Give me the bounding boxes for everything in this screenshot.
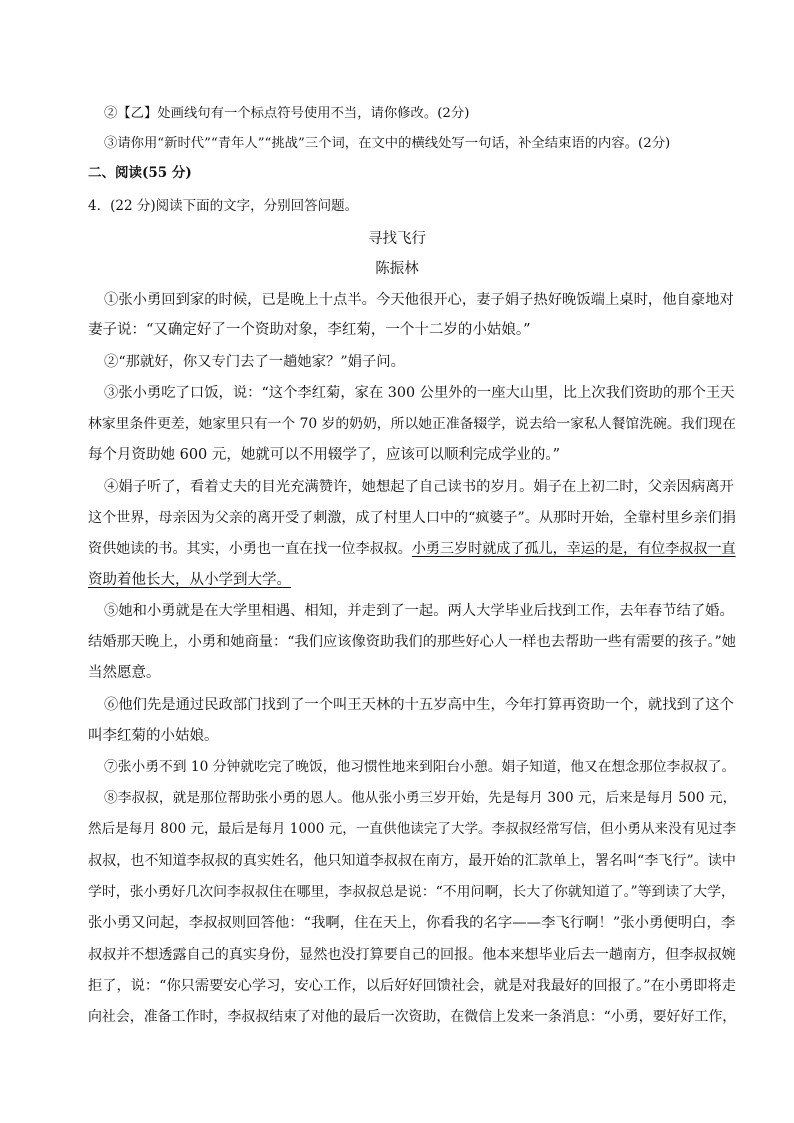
underlined-sentence: 资助着他长大，从小学到大学。 (88, 572, 291, 588)
paragraph-line: 叔叔并不想透露自己的真实身份，显然也没打算要自己的回报。他本来想毕业后去一趟南方，但李叔叔婉 (88, 947, 736, 963)
paragraph-line (88, 569, 728, 591)
paragraph-line: ⑦张小勇不到 10 分钟就吃完了晚饭，他习惯性地来到阳台小憩。娟子知道，他又在想念那位李叔叔了。 (104, 759, 736, 775)
underlined-sentence: 小勇三岁时就成了孤儿，幸运的是，有位李叔叔一直 (411, 541, 736, 557)
paragraph-line: 拒了，说：“你只需要安心学习，安心工作，以后好好回馈社会，就是对我最好的回报了。”在小勇即将走 (88, 978, 736, 994)
paragraph-line: 林家里条件更差，她家里只有一个 70 岁的奶奶，所以她正准备辍学，说去给一家私人餐馆洗碗。我们现在 (88, 416, 736, 432)
paragraph-line: 张小勇又问起，李叔叔则回答他：“我啊，住在天上，你看我的名字——李飞行啊！”张小勇便明白，李 (88, 915, 736, 931)
paragraph-line: 当然愿意。 (88, 665, 161, 681)
paragraph-line: ⑧李叔叔，就是那位帮助张小勇的恩人。他从张小勇三岁开始，先是每月 300 元，后来是每月 500 元， (104, 790, 737, 806)
paragraph-line: 结婚那天晚上，小勇和她商量：“我们应该像资助我们的那些好心人一样也去帮助一些有需要的孩子。”她 (88, 634, 736, 650)
paragraph-line: 叫李红菊的小姑娘。 (88, 728, 219, 744)
question-3: ③请你用“新时代”“青年人”“挑战”三个词，在文中的横线处写一句话，补全结束语的内容。(2分) (104, 136, 671, 151)
paragraph-line: 每个月资助她 600 元，她就可以不用辍学了，应该可以顺利完成学业的。” (88, 447, 561, 463)
article-title: 寻找飞行 (368, 231, 426, 247)
paragraph-line: ④娟子听了，看着丈夫的目光充满赞许，她想起了自己读书的岁月。娟子在上初二时，父亲因病离开 (104, 479, 734, 495)
paragraph-line: 妻子说：“又确定好了一个资助对象，李红菊，一个十二岁的小姑娘。” (88, 322, 531, 338)
paragraph-text: 资供她读的书。其实，小勇也一直在找一位李叔叔。 (88, 541, 412, 557)
paragraph-line: ②“那就好，你又专门去了一趟她家？”娟子问。 (104, 354, 405, 370)
article-author: 陈振林 (375, 261, 419, 277)
paragraph-line: 学时，张小勇好几次问李叔叔住在哪里，李叔叔总是说：“不用问啊，长大了你就知道了。”等到读了大学， (88, 884, 735, 900)
paragraph-line: 向社会，准备工作时，李叔叔结束了对他的最后一次资助，在微信上发来一条消息：“小勇，要好好工作， (88, 1009, 737, 1025)
question-2: ②【乙】处画线句有一个标点符号使用不当，请你修改。(2分) (104, 106, 470, 121)
paragraph-line: ③张小勇吃了口饭，说：“这个李红菊，家在 300 公里外的一座大山里，比上次我们资助的那个王天 (104, 385, 735, 401)
paragraph-line (88, 538, 736, 560)
paragraph-line: ⑤她和小勇就是在大学里相遇、相知，并走到了一起。两人大学毕业后找到工作，去年春节结了婚。 (104, 603, 734, 619)
paragraph-line: 叔叔，也不知道李叔叔的真实姓名，他只知道李叔叔在南方，最开始的汇款单上，署名叫“李飞行”。读中 (88, 853, 736, 869)
section-heading: 二、阅读(55 分) (88, 165, 192, 181)
paragraph-line: 然后是每月 800 元，最后是每月 1000 元，一直供他读完了大学。李叔叔经常写信，但小勇从来没有见过李 (88, 821, 737, 837)
paragraph-line: 这个世界，母亲因为父亲的离开受了刺激，成了村里人口中的“疯婆子”。从那时开始，全靠村里乡亲们捐 (88, 510, 736, 526)
paragraph-line: ⑥他们先是通过民政部门找到了一个叫王天林的十五岁高中生，今年打算再资助一个，就找到了这个 (104, 697, 734, 713)
paragraph-line: ①张小勇回到家的时候，已是晚上十点半。今天他很开心，妻子娟子热好晚饭端上桌时，他自豪地对 (104, 292, 734, 308)
reading-task: 4．(22 分)阅读下面的文字，分别回答问题。 (88, 198, 359, 214)
